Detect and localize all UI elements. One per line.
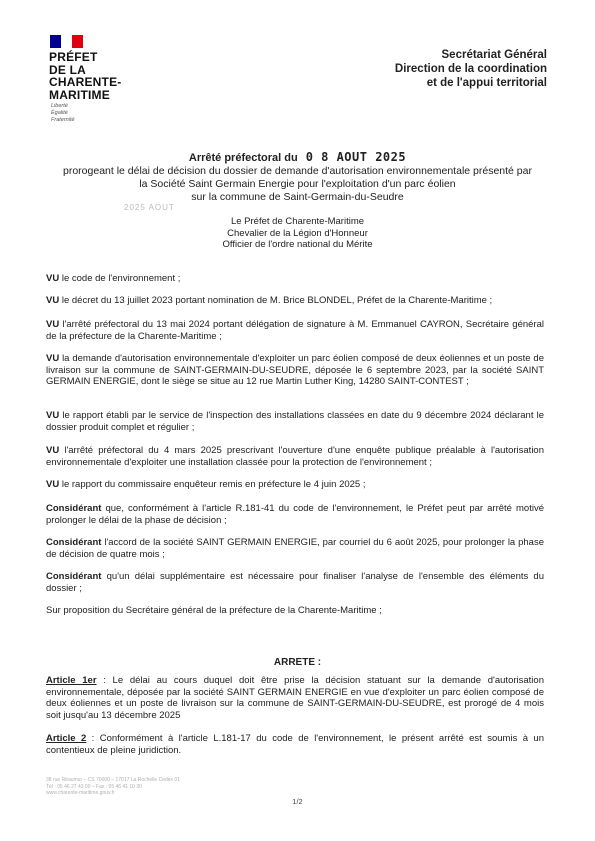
visa-lead: VU <box>46 479 60 490</box>
flag-white <box>61 35 72 48</box>
marianne-flag-icon <box>50 35 83 48</box>
decree-subject-line-3: sur la commune de Saint-Germain-du-Seudre <box>191 191 404 203</box>
proposition-text: Sur proposition du Secrétaire général de la préfecture de la Charente-Maritime ; <box>46 605 382 616</box>
visa-2 <box>46 295 544 307</box>
visa-lead: VU <box>46 295 60 306</box>
footer-address: 38 rue Réaumur – CS 70000 – 17017 La Rochelle Cedex 01 <box>46 777 180 783</box>
faint-received-stamp: 2025 AOUT <box>124 203 175 212</box>
considerant-3 <box>46 571 544 594</box>
logo-line-1: PRÉFET <box>49 50 98 64</box>
decree-subject-line-1: prorogeant le délai de décision du dossier de demande d'autorisation environnementale présenté par <box>63 165 532 177</box>
visa-lead: VU <box>46 319 60 330</box>
footer-website: www.charente-maritime.gouv.fr <box>46 790 115 796</box>
decree-heading-row <box>40 151 555 165</box>
motto-line-2: Égalité <box>51 110 68 116</box>
visa-text: le rapport établi par le service de l'inspection des installations classées en date du 9 décembre 2024 déclarant le dossier produit complet et régulier ; <box>46 410 544 433</box>
visa-text: le rapport du commissaire enquêteur remis en préfecture le 4 juin 2025 ; <box>59 479 366 490</box>
flag-blue <box>50 35 61 48</box>
motto-line-1: Liberté <box>51 103 68 109</box>
visa-text: le code de l'environnement ; <box>59 273 181 284</box>
logo-line-3: CHARENTE- <box>49 75 122 89</box>
visa-text: l'arrêté préfectoral du 13 mai 2024 portant délégation de signature à M. Emmanuel CAYRON, Secrétaire général de la préfecture de la Charente-Maritime ; <box>46 319 544 342</box>
considerant-text: qu'un délai supplémentaire est nécessaire pour finaliser l'analyse de l'ensemble des éléments du dossier ; <box>46 571 544 594</box>
issuing-service <box>395 48 547 90</box>
decree-subject-line-2: la Société Saint Germain Energie pour l'exploitation d'un parc éolien <box>139 178 456 190</box>
considerant-lead: Considérant <box>46 537 102 548</box>
arrete-heading: ARRETE : <box>273 657 322 668</box>
prefecture-address-footer <box>46 777 180 797</box>
flag-red <box>72 35 83 48</box>
visa-lead: VU <box>46 410 60 421</box>
considerant-1 <box>46 503 544 526</box>
logo-line-4: MARITIME <box>49 87 110 102</box>
logo-line-2: DE LA <box>49 62 86 77</box>
visa-3 <box>46 319 544 342</box>
republic-motto <box>51 103 75 124</box>
considerant-lead: Considérant <box>46 571 102 582</box>
considerant-lead: Considérant <box>46 503 102 514</box>
article-1 <box>46 675 544 721</box>
visa-7 <box>46 479 544 491</box>
prefecture-logo-text <box>49 51 121 101</box>
visa-text: la demande d'autorisation environnementale d'exploiter un parc éolien composé de deux éoliennes et un poste de livraison sur la commune de SAINT-GERMAIN-DU-SEUDRE, déposée le 6 septembre 2023, par la société SAINT GERMAIN ENERGIE, dont le siège se situe au 12 rue Martin Luther King, 14280 SAINT-CONTEST ; <box>46 353 544 387</box>
visa-5 <box>46 410 544 433</box>
visa-text: le décret du 13 juillet 2023 portant nomination de M. Brice BLONDEL, Préfet de la Charente-Maritime ; <box>59 295 493 306</box>
decree-heading: Arrêté préfectoral du <box>188 152 298 164</box>
prefect-titles <box>40 216 555 251</box>
visa-lead: VU <box>46 445 60 456</box>
visa-4 <box>46 353 544 388</box>
considerant-text: l'accord de la société SAINT GERMAIN ENERGIE, par courriel du 6 août 2025, pour prolonger la phase de décision de quatre mois ; <box>46 537 544 560</box>
article-2-text: : Conformément à l'article L.181-17 du code de l'environnement, le présent arrêté est soumis à un contentieux de pleine juridiction. <box>46 733 544 756</box>
motto-line-3: Fraternité <box>51 117 75 123</box>
footer-phone: Tél : 05 46 27 43 00 – Fax : 05 46 41 10 30 <box>46 783 142 790</box>
article-2-label: Article 2 <box>46 733 87 744</box>
considerant-text: que, conformément à l'article R.181-41 du code de l'environnement, le Préfet peut par arrêté motivé prolonger le délai de la phase de décision ; <box>46 503 544 526</box>
prefect-title-1: Le Préfet de Charente-Maritime <box>230 216 365 227</box>
article-1-text: : Le délai au cours duquel doit être prise la décision statuant sur la demande d'autorisation environnementale, déposée par la société SAINT GERMAIN ENERGIE en vue d'exploiter un parc éolien composé de deux éoliennes et un poste de livraison sur la commune de SAINT-GERMAIN-DU-SEUDRE, est prorogé de 4 mois soit jusqu'au 13 décembre 2025 <box>46 675 544 721</box>
visa-6 <box>46 445 544 468</box>
prefect-title-2: Chevalier de la Légion d'Honneur <box>227 227 368 239</box>
visa-text: l'arrêté préfectoral du 4 mars 2025 prescrivant l'ouverture d'une enquête publique préalable à l'autorisation environnementale d'exploiter une installation classée pour la protection de l'environnement ; <box>46 445 544 468</box>
service-line-2: Direction de la coordination <box>394 63 547 75</box>
date-stamp: 0 8 AOUT 2025 <box>305 150 407 164</box>
article-1-label: Article 1er <box>46 675 97 686</box>
visa-1 <box>46 273 544 285</box>
page-number: 1/2 <box>292 797 303 806</box>
decree-title-block <box>40 151 555 204</box>
considerant-2 <box>46 537 544 560</box>
prefect-title-3: Officier de l'ordre national du Mérite <box>222 239 373 250</box>
service-line-1: Secrétariat Général <box>441 49 547 61</box>
visa-lead: VU <box>46 353 60 364</box>
article-2 <box>46 733 544 756</box>
visa-lead: VU <box>46 273 60 284</box>
service-line-3: et de l'appui territorial <box>426 77 547 89</box>
proposition-line <box>46 605 544 617</box>
